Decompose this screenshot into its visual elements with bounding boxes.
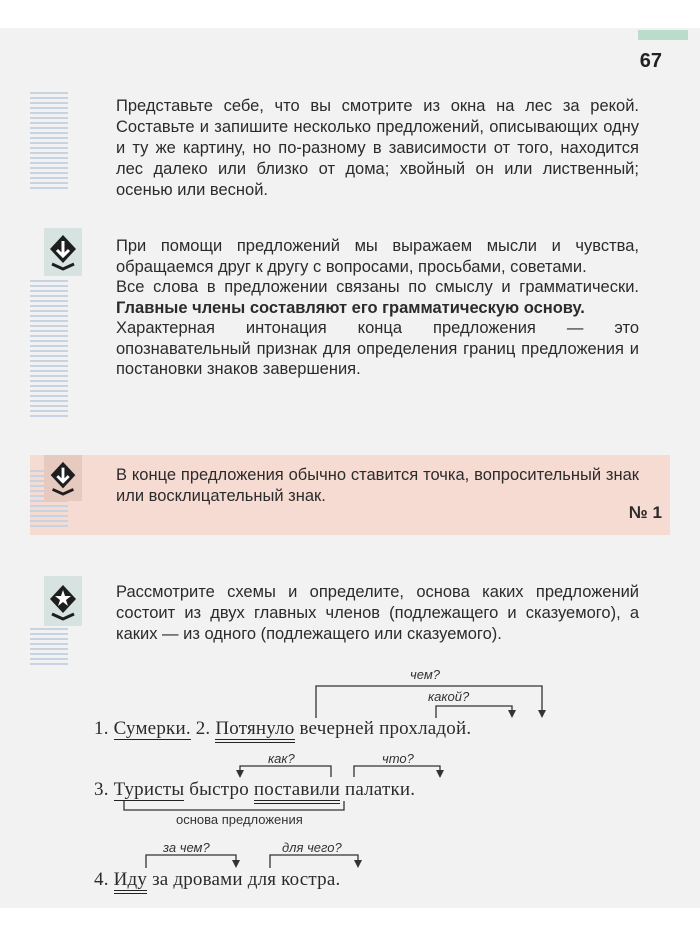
sentence-1-subject: Сумерки. (113, 718, 191, 739)
task1-text: Представьте себе, что вы смотрите из окна на лес за рекой. Составьте и запишите несколько предложений, описывающих одну и ту же картину, но по-разному в зависимости от того, находится лес далеко или близко от дома; хвойный он или лиственный; осенью или весной. (116, 97, 639, 199)
sentence-3-predicate: поставили (254, 779, 340, 804)
sentence-4 (94, 869, 340, 891)
sentence-3-subject: Туристы (113, 779, 185, 800)
note-text: В конце предложения обычно ставится точка, вопросительный знак или восклицательный знак. (116, 466, 639, 505)
question-za-chem: за чем? (163, 840, 210, 855)
sentence-3-number: 3. (94, 779, 109, 800)
exercise-text: Рассмотрите схемы и определите, основа каких предложений состоит из двух главных членов (подлежащего и сказуемого), а каких — из одного (подлежащего или сказуемого). (116, 583, 639, 643)
question-chto: что? (382, 751, 414, 766)
sentence-4-number: 4. (94, 869, 109, 890)
rule-paragraph-2-start: Все слова в предложении связаны по смыслу и грамматически. (116, 278, 639, 296)
question-kak: как? (268, 751, 295, 766)
sentence-3 (94, 779, 415, 801)
rule-paragraph-2-bold: Главные члены составляют его грамматическую основу. (116, 298, 585, 317)
sentence-1-2 (94, 718, 471, 740)
sentence-1-number: 1. (94, 718, 109, 739)
sentence-3-word-2: быстро (189, 779, 249, 800)
rule-paragraph-3: Характерная интонация конца предложения — это опознавательный признак для определения границ предложения и постановки знаков завершения. (116, 319, 639, 378)
page-number: 67 (639, 50, 662, 72)
sentence-4-rest: за дровами для костра. (152, 869, 341, 890)
sentence-4-predicate: Иду (114, 869, 148, 894)
sentence-2-predicate: Потянуло (215, 718, 294, 743)
question-kakoy: какой? (428, 689, 470, 704)
rule-paragraph-1: При помощи предложений мы выражаем мысли и чувства, обращаемся друг к другу с вопросами, просьбами, советами. (116, 237, 639, 276)
basis-label: основа предложения (176, 812, 303, 827)
exercise-number-label: № 1 (628, 503, 662, 522)
sentence-3-word-4: палатки. (344, 779, 416, 800)
sentence-2-word-3: прохладой. (379, 718, 472, 739)
question-chem: чем? (410, 667, 440, 682)
question-dlya-chego: для чего? (282, 840, 342, 855)
sentence-2-word-2: вечерней (299, 718, 375, 739)
sentence-2-number: 2. (195, 718, 211, 739)
